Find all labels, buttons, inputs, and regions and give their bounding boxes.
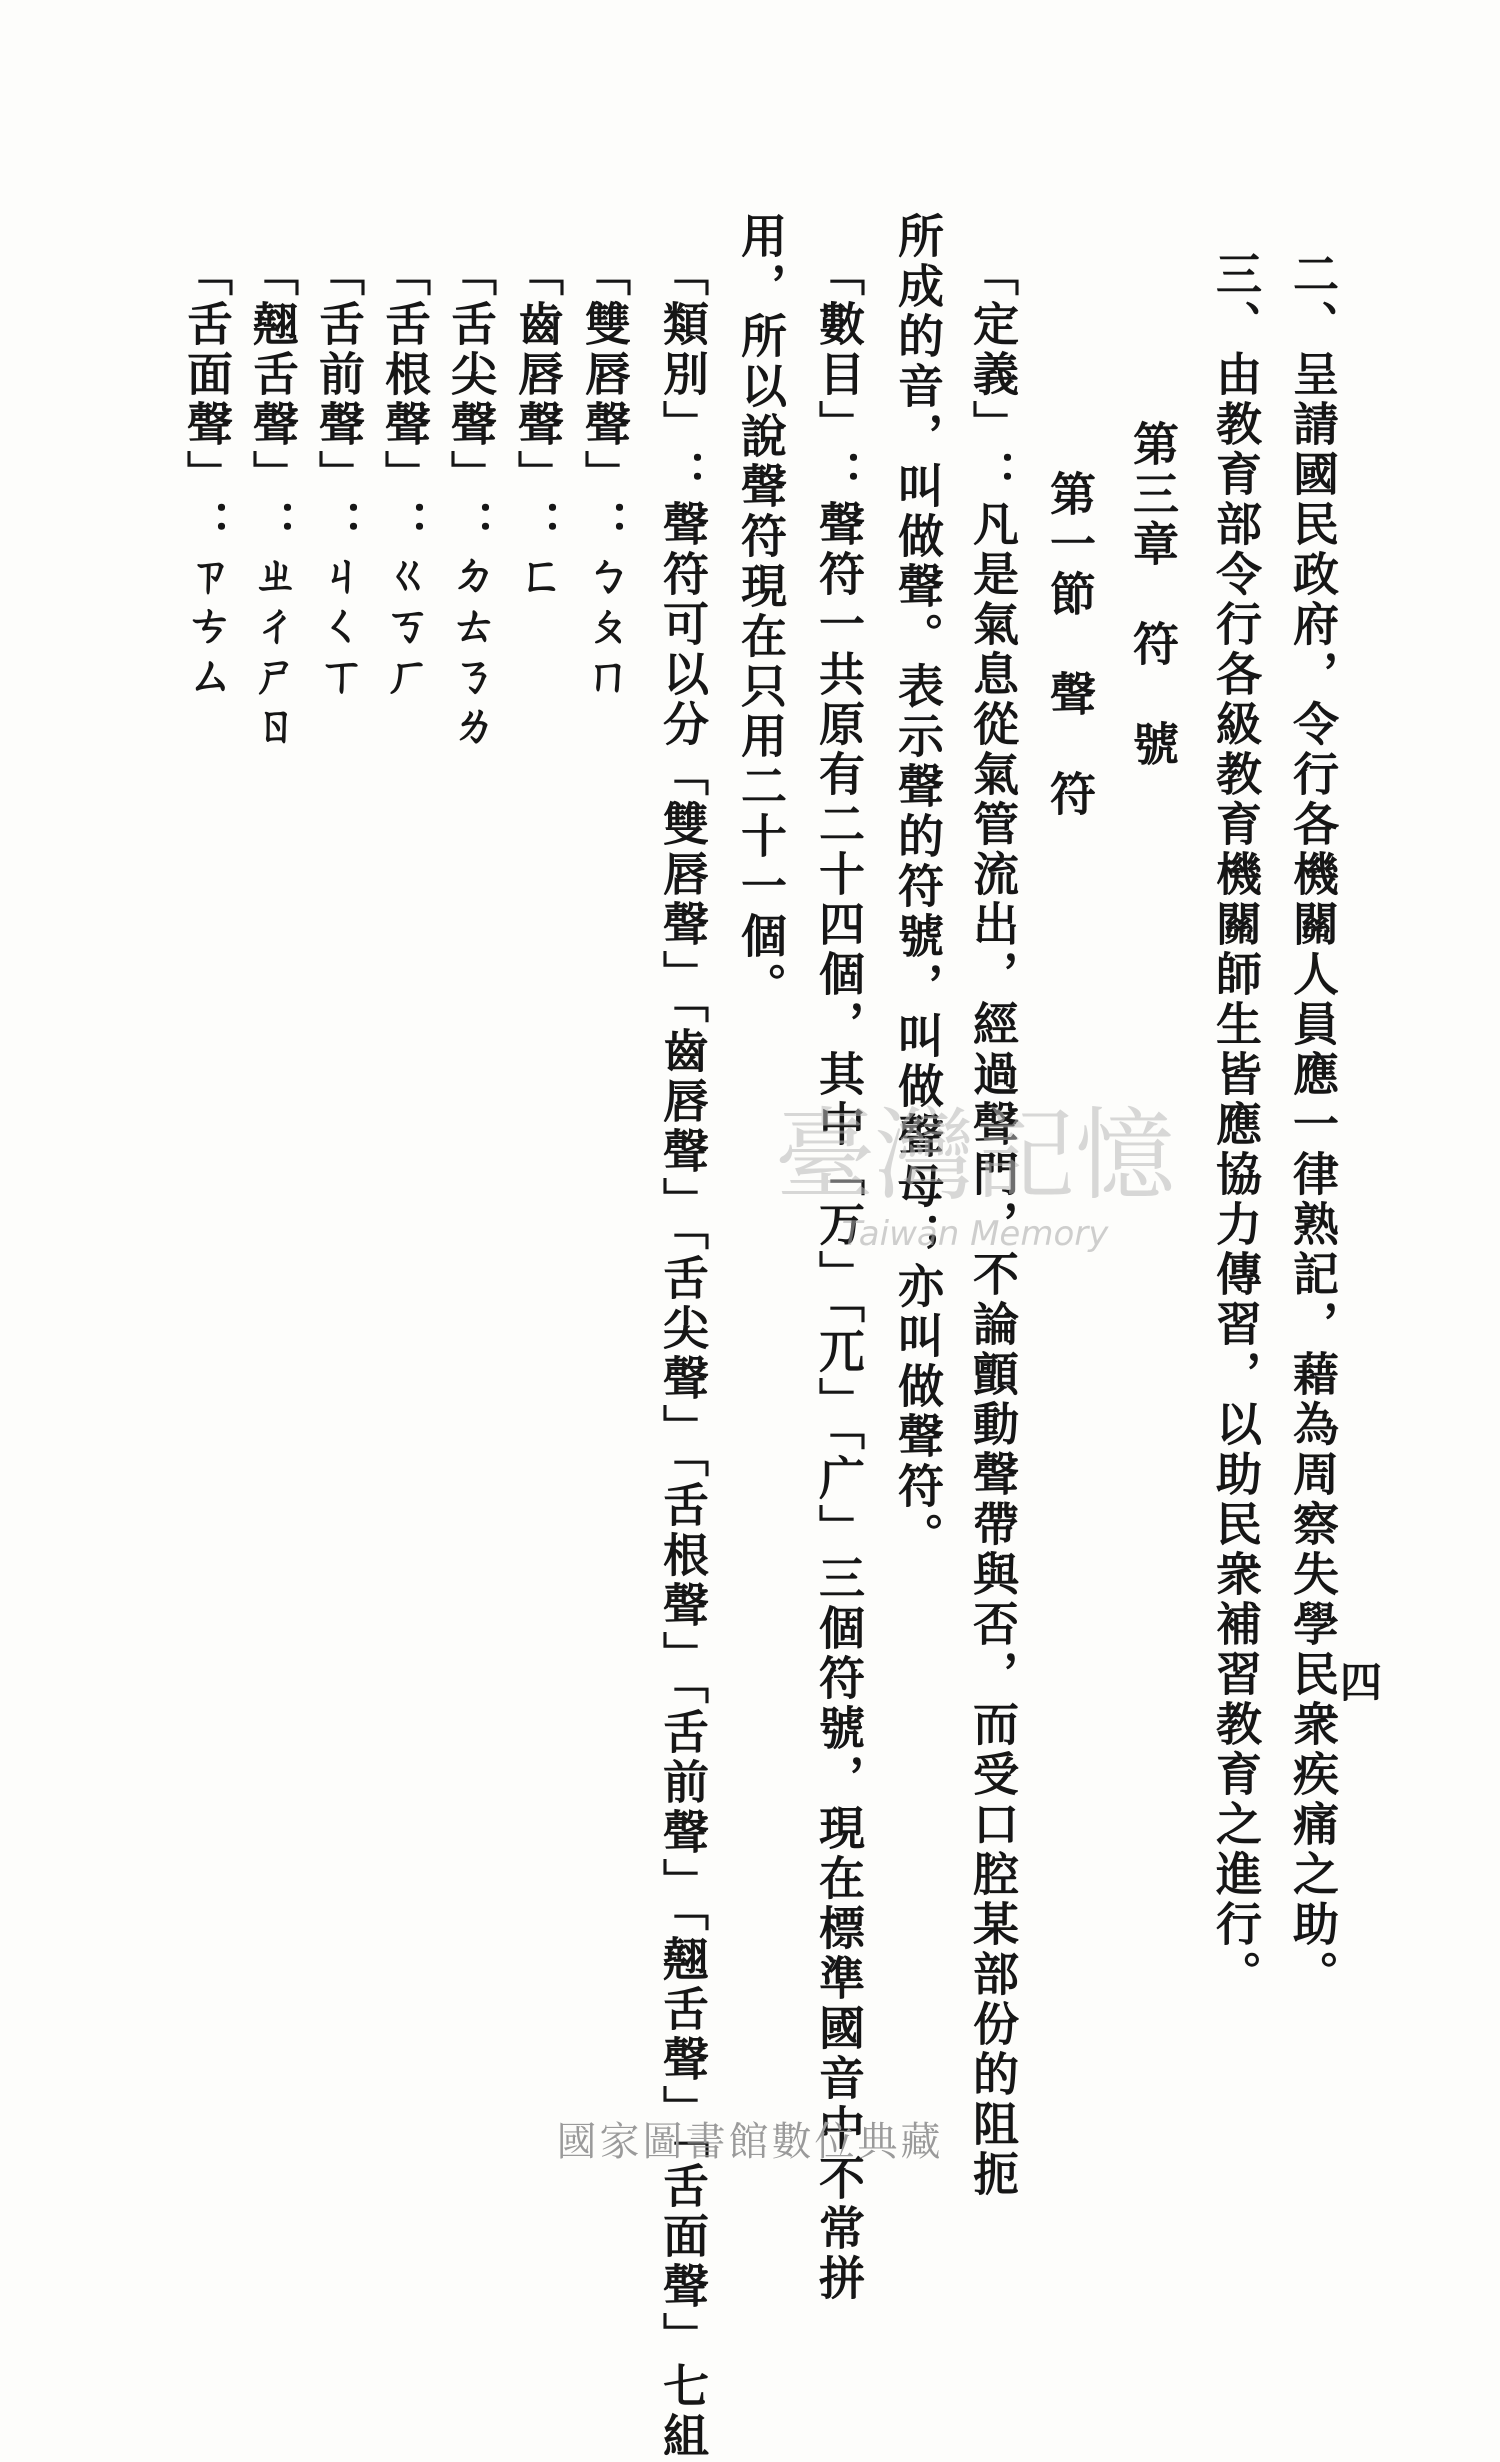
category-line: 「類別」：聲符可以分「雙唇聲」「齒唇聲」「舌尖聲」「舌根聲」「舌前聲」「翹舌聲」「舌面聲」七組 [656,250,710,2462]
list-item-bilabial: 「雙唇聲」：ㄅㄆㄇ [578,250,632,700]
watermark-logo [740,1085,1210,1255]
list-item-dental: 「舌面聲」：ㄗㄘㄙ [180,250,234,700]
line-item-3: 三、由教育部令行各級教育機關師生皆應協力傳習，以助民衆補習教育之進行。 [1209,250,1263,2000]
section-heading: 第一節 聲 符 [1043,470,1097,820]
count-line-2: 用，所以說聲符現在只用二十一個。 [734,212,788,1012]
count-line-1: 「數目」：聲符一共原有二十四個，其中「万」「兀」「广」三個符號，現在標準國音中不常拼 [812,250,866,2304]
chapter-heading: 第三章 符 號 [1126,420,1180,770]
list-item-alveolar: 「舌尖聲」：ㄉㄊㄋㄌ [444,250,498,750]
list-item-labiodental: 「齒唇聲」：ㄈ [511,250,565,600]
list-item-retroflex: 「翹舌聲」：ㄓㄔㄕㄖ [246,250,300,750]
list-item-velar: 「舌根聲」：ㄍㄎㄏ [378,250,432,700]
svg-text:Taiwan Memory: Taiwan Memory [841,1214,1109,1254]
definition-line-1: 「定義」：凡是氣息從氣管流出，經過聲門，不論顫動聲帶與否，而受口腔某部份的阻扼 [966,250,1020,2200]
footer-source: 國家圖書館數位典藏 [556,2119,944,2165]
list-item-palatal: 「舌前聲」：ㄐㄑㄒ [312,250,366,700]
page-number: 四 [1340,1658,1383,1707]
line-item-2: 二、呈請國民政府，令行各機關人員應一律熟記，藉為周察失學民衆疾痛之助。 [1286,250,1340,2000]
svg-text:臺灣記憶: 臺灣記憶 [775,1097,1175,1214]
definition-line-2: 所成的音，叫做聲。表示聲的符號，叫做聲母；亦叫做聲符。 [891,212,945,1562]
